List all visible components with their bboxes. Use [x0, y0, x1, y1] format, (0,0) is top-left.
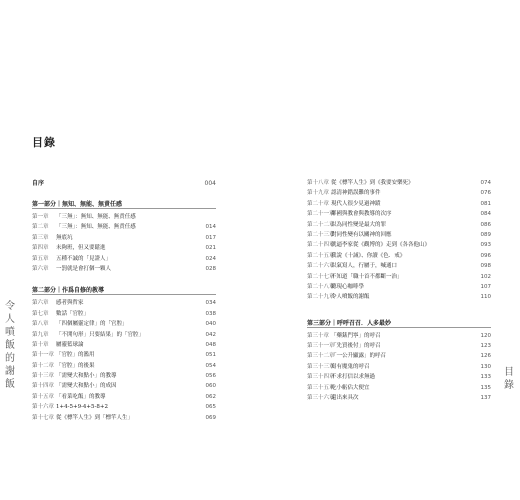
toc-entry[interactable] — [307, 272, 491, 282]
toc-entry[interactable] — [307, 178, 491, 188]
toc-entry[interactable] — [32, 233, 216, 243]
page-number: 024 — [205, 255, 216, 262]
chapter-title: 不求打信以求無過 — [331, 374, 376, 381]
toc-entry[interactable] — [32, 243, 216, 253]
chapter-number: 第二十二章 — [307, 221, 335, 228]
toc-entry[interactable] — [32, 413, 216, 423]
toc-entry[interactable] — [307, 220, 491, 230]
right-spine-title: 目錄 — [504, 367, 514, 391]
part2-list — [32, 298, 216, 423]
toc-entry[interactable] — [307, 188, 491, 198]
page-number: 048 — [205, 341, 216, 348]
toc-entry[interactable] — [32, 340, 216, 350]
chapter-title: 從《標竿人生》到《我要安樂死》 — [331, 180, 414, 186]
chapter-number: 第二十四章 — [307, 242, 335, 249]
chapter-title: 1+4-5+9-4+5-8+2 — [56, 404, 109, 411]
chapter-number: 第三十一章 — [307, 343, 335, 350]
preface-page: 004 — [204, 180, 216, 187]
chapter-number: 第三十章 — [307, 332, 330, 339]
chapter-number: 第三十二章 — [307, 353, 335, 360]
chapter-title: 聽現心咖啡學 — [331, 283, 365, 290]
chapter-number: 第三十五章 — [307, 384, 335, 391]
toc-entry[interactable] — [307, 292, 491, 302]
page-number: 038 — [205, 310, 216, 317]
toc-entry[interactable] — [307, 251, 491, 261]
chapter-title: 「官腔」的後果 — [56, 362, 95, 369]
chapter-number: 第六章 — [32, 300, 49, 307]
chapter-title: 「不開句形」只要結果」的「官腔」 — [56, 331, 145, 338]
preface-title: 自序 — [32, 180, 45, 187]
page-number: 133 — [480, 374, 491, 381]
toc-entry[interactable] — [307, 341, 491, 351]
page-number: 123 — [480, 343, 491, 350]
toc-entry[interactable] — [32, 402, 216, 412]
chapter-number: 第四章 — [32, 245, 49, 252]
toc-entry[interactable] — [307, 372, 491, 382]
page-number: 065 — [205, 404, 216, 411]
toc-entry[interactable] — [32, 371, 216, 381]
part2-heading: 第二部分｜作爲自修的教導 — [32, 282, 216, 295]
chapter-number: 第九章 — [32, 331, 49, 338]
page-number: 017 — [205, 234, 216, 241]
toc-entry[interactable] — [307, 230, 491, 240]
toc-entry[interactable] — [32, 222, 216, 232]
chapter-title: 認清神錯誤難的事件 — [331, 190, 381, 197]
chapter-number: 第三十三章 — [307, 363, 335, 370]
page-number: 096 — [480, 252, 491, 259]
chapter-title: 無底坑 — [56, 234, 73, 241]
chapter-number: 第三章 — [32, 234, 49, 241]
page-number: 054 — [205, 362, 216, 369]
chapter-number: 第十一章 — [32, 352, 55, 359]
chapter-number: 第六章 — [32, 265, 49, 272]
toc-entry[interactable] — [32, 298, 216, 308]
part1-heading: 第一部分｜無知、無能、無責任感 — [32, 196, 216, 209]
chapter-title: 鄰國與教會與教導的次序 — [331, 211, 392, 218]
chapter-title: 「藥錶門寧」的呼召 — [331, 332, 381, 339]
chapter-number: 第八章 — [32, 321, 49, 328]
page-number: 102 — [480, 273, 491, 280]
part3-list — [307, 331, 491, 404]
chapter-title: 吃小虧佔大便宜 — [331, 384, 370, 391]
toc-entry[interactable] — [307, 383, 491, 393]
chapter-title: 就逼李家從《觀博的》走到《各各他山》 — [331, 242, 431, 249]
part3-heading: 第三部分｜呼呼召召．人多最妙 — [307, 315, 491, 328]
chapter-number: 第十二章 — [32, 362, 55, 369]
chapter-title: 「先買後付」的呼召 — [331, 343, 381, 350]
toc-entry[interactable] — [307, 240, 491, 250]
chapter-title: 「看菜吃飯」的教導 — [56, 393, 106, 400]
page-number: 021 — [205, 245, 216, 252]
page-number: 040 — [205, 321, 216, 328]
page-number: 120 — [480, 332, 491, 339]
page-number: 084 — [480, 211, 491, 218]
toc-entry[interactable] — [307, 261, 491, 271]
chapter-title: 以氣寫人，行屬于，喊通口 — [331, 263, 398, 270]
chapter-title: 我說《十誡》、你讀《色．戒》 — [331, 252, 406, 259]
chapter-title: 「三無」：無知、無能、無責任感 — [56, 214, 136, 220]
page-number: 042 — [205, 331, 216, 338]
toc-entry[interactable] — [307, 331, 491, 341]
toc-entry[interactable] — [32, 350, 216, 360]
toc-entry[interactable] — [307, 199, 491, 209]
page-number: 130 — [480, 363, 491, 370]
page-number: 014 — [205, 224, 216, 231]
chapter-title: 「一公升顯露」的呼召 — [331, 353, 387, 360]
toc-entry[interactable] — [32, 392, 216, 402]
part1-list — [32, 212, 216, 274]
chapter-title: 還出來具次 — [331, 395, 359, 402]
page-number: 062 — [205, 393, 216, 400]
chapter-number: 第三十四章 — [307, 374, 335, 381]
toc-left-column — [32, 178, 216, 423]
chapter-number: 第二十六章 — [307, 263, 335, 270]
page-number: 110 — [480, 294, 491, 301]
page-number: 034 — [205, 300, 216, 307]
chapter-number: 第二十九章 — [307, 294, 335, 301]
chapter-number: 第十七章 — [32, 414, 55, 421]
chapter-number: 第二十五章 — [307, 252, 335, 259]
toc-entry[interactable] — [307, 362, 491, 372]
toc-entry[interactable] — [32, 254, 216, 264]
chapter-number: 第五章 — [32, 255, 49, 262]
chapter-title: 屬靈籃球論 — [56, 341, 84, 348]
chapter-title: 寫有魔鬼的呼召 — [331, 363, 370, 370]
chapter-title: 對同性變有以關神的回應 — [331, 231, 392, 238]
toc-entry[interactable] — [32, 381, 216, 391]
chapter-number: 第二十章 — [307, 200, 330, 207]
page-number: 107 — [480, 283, 491, 290]
chapter-title: 「官腔」的濫用 — [56, 352, 95, 359]
chapter-title: 從《標竿人生》到「標竿人生」 — [56, 414, 134, 421]
chapter-title: 以為同性變是最大的罪 — [331, 221, 387, 228]
page-number: 056 — [205, 373, 216, 380]
chapter-title: 感者與哲家 — [56, 300, 84, 307]
chapter-title: 一罰就是會打個一顆人 — [56, 265, 112, 272]
chapter-number: 第二十一章 — [307, 211, 335, 218]
page-number: 089 — [480, 231, 491, 238]
chapter-number: 第十六章 — [32, 404, 55, 411]
chapter-number: 第十四章 — [32, 383, 55, 390]
page-number: 081 — [480, 200, 491, 207]
chapter-title: 五種不誠的「見證人」 — [56, 255, 112, 262]
part2-continued-list — [307, 178, 491, 303]
chapter-title: 「四個屬靈定律」的「官腔」 — [56, 321, 128, 328]
page-number: 060 — [205, 383, 216, 390]
toc-entry[interactable] — [307, 393, 491, 403]
chapter-title: 不知道「職十首不都斷一治」 — [331, 273, 403, 280]
toc-entry[interactable] — [307, 282, 491, 292]
page-number: 074 — [480, 180, 491, 186]
chapter-number: 第十三章 — [32, 373, 55, 380]
toc-preface[interactable] — [32, 178, 216, 192]
page-number: 098 — [480, 263, 491, 270]
page-number: 093 — [480, 242, 491, 249]
toc-entry[interactable] — [32, 330, 216, 340]
chapter-number: 第二章 — [32, 224, 49, 231]
page-number: 051 — [205, 352, 216, 359]
toc-entry[interactable] — [32, 212, 216, 222]
chapter-title: 令人噴飯的謝飯 — [331, 294, 370, 301]
chapter-title: 未夠班，但又要鬆進 — [56, 245, 106, 252]
chapter-number: 第十章 — [32, 341, 49, 348]
chapter-title: 現代人很少見過神蹟 — [331, 200, 381, 207]
toc-entry[interactable] — [307, 351, 491, 361]
chapter-title: 「需變大和點小」的教導 — [56, 373, 117, 380]
chapter-number: 第三十六章 — [307, 395, 335, 402]
chapter-number: 第十八章 — [307, 180, 330, 186]
page-number: 076 — [480, 190, 491, 197]
page-number: 086 — [480, 221, 491, 228]
chapter-number: 第十九章 — [307, 190, 330, 197]
chapter-number: 第二十八章 — [307, 283, 335, 290]
chapter-title: 「三無」：無知、無能、無責任感 — [56, 224, 136, 231]
page-number: 135 — [480, 384, 491, 391]
page-number: 126 — [480, 353, 491, 360]
chapter-number: 第七章 — [32, 310, 49, 317]
toc-entry[interactable] — [32, 319, 216, 329]
toc-right-column — [307, 178, 491, 403]
chapter-number: 第二十三章 — [307, 231, 335, 238]
toc-entry[interactable] — [32, 361, 216, 371]
toc-entry[interactable] — [307, 209, 491, 219]
left-spine-title: 令人噴飯的謝飯 — [5, 301, 15, 390]
chapter-number: 第十五章 — [32, 393, 55, 400]
page-number: 137 — [480, 395, 491, 402]
chapter-number: 第一章 — [32, 214, 49, 220]
chapter-title: 「需變大和點小」的成因 — [56, 383, 117, 390]
toc-entry[interactable] — [32, 309, 216, 319]
page-title: 目錄 — [32, 136, 56, 149]
page-number: 069 — [205, 414, 216, 421]
toc-entry[interactable] — [32, 264, 216, 274]
chapter-title: 數話「官腔」 — [56, 310, 90, 317]
chapter-number: 第二十七章 — [307, 273, 335, 280]
page-number: 028 — [205, 265, 216, 272]
